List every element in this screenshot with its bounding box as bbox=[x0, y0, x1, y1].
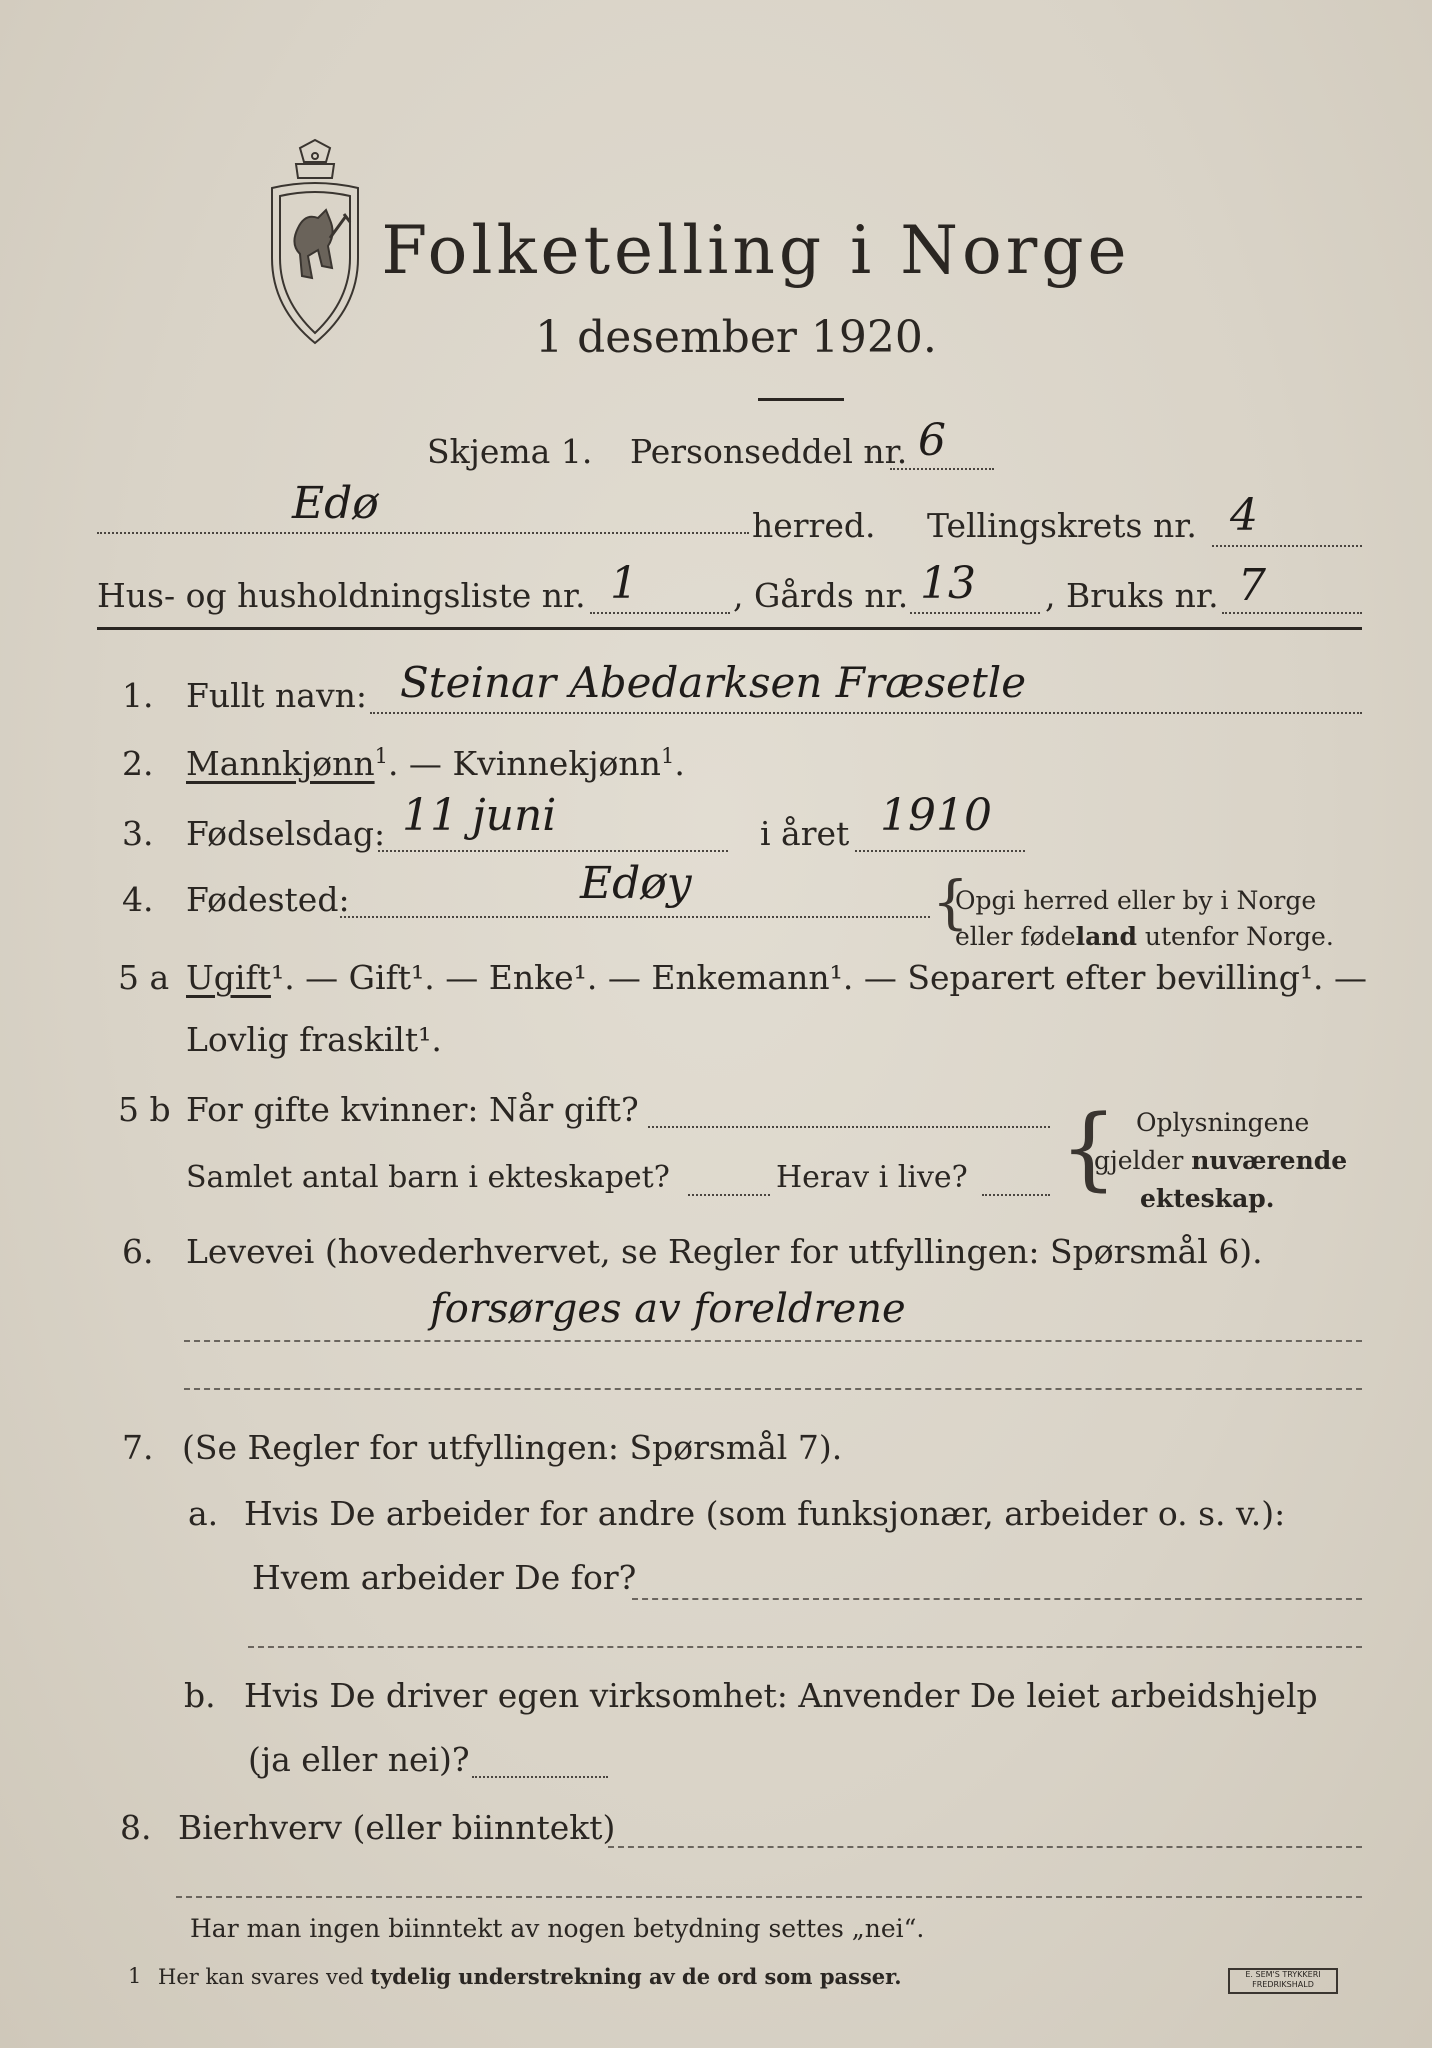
full-name-value[interactable]: Steinar Abedarksen Fræsetle bbox=[400, 658, 1027, 707]
herred-label: herred. bbox=[752, 506, 876, 545]
q4-note-2a: eller føde bbox=[955, 922, 1076, 951]
footnote-text-a: Her kan svares ved bbox=[158, 1965, 371, 1989]
q7b-label: Hvis De driver egen virksomhet: Anvender De leiet arbeidshjelp bbox=[244, 1676, 1318, 1715]
personseddel-label: Personseddel nr. bbox=[630, 432, 908, 471]
husliste-value[interactable]: 1 bbox=[610, 558, 638, 609]
q8-note: Har man ingen biinntekt av nogen betydning settes „nei“. bbox=[190, 1914, 925, 1943]
footnote-ref: 1 bbox=[374, 744, 388, 768]
q5b-number: 5 b bbox=[118, 1090, 171, 1129]
q7b-label-2: (ja eller nei)? bbox=[248, 1740, 470, 1779]
q7a-line-1 bbox=[632, 1598, 1362, 1600]
q4-note-2b: land bbox=[1075, 922, 1137, 951]
q7a-line-2 bbox=[248, 1646, 1362, 1648]
gender-end: . bbox=[674, 744, 685, 783]
q4-label: Fødested: bbox=[186, 880, 350, 919]
q2-number: 2. bbox=[122, 744, 154, 783]
skjema-label: Skjema 1. bbox=[427, 432, 593, 471]
bruks-line bbox=[1222, 612, 1362, 614]
marital-ugift-option[interactable]: Ugift bbox=[186, 958, 271, 997]
q4-note-1: Opgi herred eller by i Norge bbox=[955, 886, 1317, 915]
husliste-line bbox=[590, 612, 730, 614]
q6-line-2 bbox=[184, 1388, 1362, 1390]
form-subtitle: 1 desember 1920. bbox=[535, 312, 937, 363]
gards-line bbox=[910, 612, 1040, 614]
q7a-number: a. bbox=[188, 1494, 219, 1533]
form-title: Folketelling i Norge bbox=[381, 212, 1131, 289]
husliste-label: Hus- og husholdningsliste nr. bbox=[97, 576, 586, 615]
footnote-mark: 1 bbox=[128, 1964, 142, 1988]
birth-year-value[interactable]: 1910 bbox=[880, 790, 992, 841]
q5b-label-2: Samlet antal barn i ekteskapet? bbox=[186, 1160, 670, 1195]
q8-line-2 bbox=[176, 1896, 1362, 1898]
gender-separator: . — bbox=[387, 744, 453, 783]
q6-number: 6. bbox=[122, 1232, 154, 1271]
footnote-text bbox=[158, 1964, 902, 1989]
q4-note-2 bbox=[955, 922, 1334, 951]
q1-label: Fullt navn: bbox=[186, 676, 367, 715]
q5b-note-2 bbox=[1094, 1146, 1347, 1175]
q5b-label: For gifte kvinner: Når gift? bbox=[186, 1090, 639, 1129]
birth-day-value[interactable]: 11 juni bbox=[402, 790, 557, 841]
bruks-label: , Bruks nr. bbox=[1045, 576, 1219, 615]
q3-number: 3. bbox=[122, 814, 154, 853]
gender-male-option[interactable]: Mannkjønn bbox=[186, 744, 375, 783]
bruks-value[interactable]: 7 bbox=[1238, 560, 1266, 611]
q5b-alive-line bbox=[982, 1194, 1050, 1196]
printer-stamp: E. SEM'S TRYKKERI FREDRIKSHALD bbox=[1228, 1968, 1338, 1994]
q4-number: 4. bbox=[122, 880, 154, 919]
q1-line bbox=[370, 712, 1362, 714]
q7-label: (Se Regler for utfyllingen: Spørsmål 7). bbox=[182, 1428, 843, 1467]
footnote-ref: 1 bbox=[660, 744, 675, 768]
marital-options bbox=[186, 958, 1367, 997]
gards-label: , Gårds nr. bbox=[733, 576, 909, 615]
occupation-value[interactable]: forsørges av foreldrene bbox=[430, 1286, 906, 1332]
section-separator bbox=[97, 627, 1362, 630]
q5b-note-2a: gjelder bbox=[1094, 1146, 1192, 1175]
tellingskrets-label: Tellingskrets nr. bbox=[927, 506, 1197, 545]
gender-options bbox=[186, 744, 685, 783]
herred-value[interactable]: Edø bbox=[292, 478, 379, 529]
q8-line-1 bbox=[608, 1846, 1362, 1848]
herred-line bbox=[97, 532, 749, 534]
q3-year-line bbox=[855, 850, 1025, 852]
q8-number: 8. bbox=[120, 1808, 152, 1847]
q4-line bbox=[340, 916, 930, 918]
q5b-note-2b: nuværende bbox=[1191, 1146, 1348, 1175]
tellingskrets-value[interactable]: 4 bbox=[1230, 490, 1258, 541]
q4-brace: { bbox=[932, 868, 969, 936]
title-divider bbox=[758, 398, 844, 401]
q5b-brace: { bbox=[1060, 1096, 1118, 1201]
q7b-line bbox=[472, 1776, 608, 1778]
q6-label: Levevei (hovederhvervet, se Regler for utfyllingen: Spørsmål 6). bbox=[186, 1232, 1263, 1271]
q7-number: 7. bbox=[122, 1428, 154, 1467]
q5b-note-3: ekteskap. bbox=[1140, 1184, 1275, 1213]
q5a-number: 5 a bbox=[118, 958, 170, 997]
q7b-number: b. bbox=[184, 1676, 216, 1715]
tellingskrets-line bbox=[1212, 545, 1362, 547]
q5b-note-1: Oplysningene bbox=[1136, 1108, 1310, 1137]
q5b-children-line bbox=[688, 1194, 770, 1196]
q8-label: Bierhverv (eller biinntekt) bbox=[178, 1808, 616, 1847]
gender-female-option[interactable]: Kvinnekjønn bbox=[452, 744, 661, 783]
q7a-label: Hvis De arbeider for andre (som funksjonær, arbeider o. s. v.): bbox=[244, 1494, 1286, 1533]
q5b-label-3: Herav i live? bbox=[776, 1160, 968, 1195]
gards-value[interactable]: 13 bbox=[920, 558, 976, 609]
q1-number: 1. bbox=[122, 676, 154, 715]
q5b-married-line bbox=[648, 1126, 1050, 1128]
birthplace-value[interactable]: Edøy bbox=[580, 858, 692, 909]
marital-other-options[interactable]: ¹. — Gift¹. — Enke¹. — Enkemann¹. — Separert efter bevilling¹. — bbox=[270, 958, 1368, 997]
q4-note-2c: utenfor Norge. bbox=[1136, 922, 1334, 951]
q3-year-label: i året bbox=[760, 814, 850, 853]
marital-fraskilt-option[interactable]: Lovlig fraskilt¹. bbox=[186, 1020, 442, 1059]
personseddel-value[interactable]: 6 bbox=[918, 415, 946, 466]
q7a-label-2: Hvem arbeider De for? bbox=[252, 1558, 637, 1597]
q3-label: Fødselsdag: bbox=[186, 814, 386, 853]
footnote-text-b: tydelig understrekning av de ord som passer. bbox=[370, 1964, 902, 1989]
q3-day-line bbox=[378, 850, 728, 852]
q6-line-1 bbox=[184, 1340, 1362, 1342]
personseddel-line bbox=[890, 468, 994, 470]
